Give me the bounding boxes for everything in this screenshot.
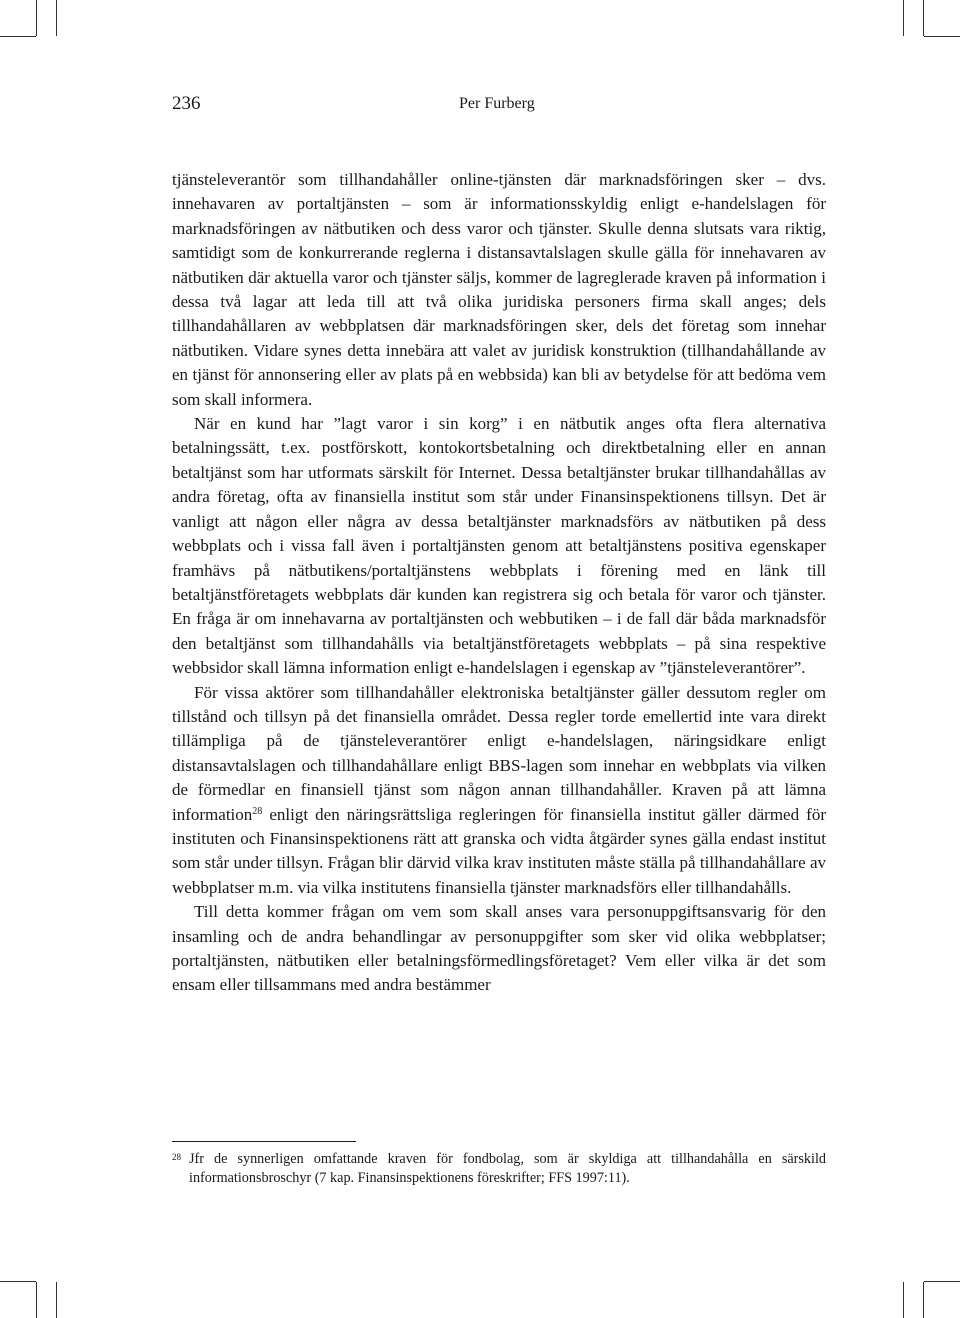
footnote-number: 28 <box>172 1152 181 1162</box>
crop-mark <box>36 1282 37 1318</box>
footnote <box>172 1150 826 1188</box>
paragraph-2: När en kund har ”lagt varor i sin korg” i en nätbutik anges ofta flera alternativa betalningssätt, t.ex. postförskott, kontokortsbetalning och direktbetalning eller en annan betaltjänst som har utformats särskilt för Internet. Dessa betaltjänster brukar tillhandahållas av andra företag, ofta av finansiella institut som står under Finansinspektionens tillsyn. Det är vanligt att någon eller några av dessa betaltjänster marknadsförs av nätbutiken på dess webbplats och i vissa fall även i portaltjänsten genom att betaltjänstens positiva egenskaper framhävs på nätbutikens/portaltjänstens webbplats i förening med en länk till betaltjänstföretagets webbplats där kunden kan registrera sig och betala för varor och tjänster. En fråga är om innehavarna av portaltjänsten och webbutiken – i de fall där båda marknadsför den betaltjänst som tillhandahålls via betaltjänstföretagets webbplats – på sina respektive webbsidor skall lämna information enligt e-handelslagen i egenskap av ”tjänsteleverantörer”. <box>172 414 826 678</box>
crop-mark <box>923 0 924 36</box>
paragraph-3 <box>172 681 826 901</box>
crop-mark <box>903 0 904 36</box>
crop-mark <box>0 36 36 37</box>
paragraph-4: Till detta kommer frågan om vem som skall anses vara personuppgiftsansvarig för den insamling och de andra behandlingar av personuppgifter som sker vid olika webbplatser; portaltjänsten, nätbutiken eller betalningsförmedlingsföretaget? Vem eller vilka är det som ensam eller tillsammans med andra bestämmer <box>172 902 826 995</box>
crop-mark <box>36 0 37 36</box>
paragraph-1: tjänsteleverantör som tillhandahåller online-tjänsten där marknadsföringen sker – dvs. innehavaren av portaltjänsten – som är informationsskyldig enligt e-handelslagen för marknadsföringen av nätbutiken och dess varor och tjänster. Skulle denna slutsats vara riktig, samtidigt som de konkurrerande reglerna i distansavtalslagen skulle gälla för innehavaren av nätbutiken där aktuella varor och tjänster säljs, kommer de lagreglerade kraven på information i dessa två lagar att leda till att två olika juridiska personers firma skall anges; dels tillhandahållaren av webbplatsen där marknadsföringen sker, dels det företag som innehar nätbutiken. Vidare synes detta innebära att valet av juridisk konstruktion (tillhandahållande av en tjänst för annonsering eller av plats på en webbsida) kan bli av betydelse för att bedöma vem som skall informera. <box>172 170 826 409</box>
body-text <box>172 168 826 998</box>
crop-mark <box>924 36 960 37</box>
page-header <box>172 93 826 121</box>
crop-mark <box>924 1281 960 1282</box>
footnote-reference[interactable]: 28 <box>252 805 263 817</box>
crop-mark <box>56 1282 57 1318</box>
crop-mark <box>903 1282 904 1318</box>
crop-mark <box>0 1281 36 1282</box>
paragraph-3-continuation: enligt den näringsrättsliga regleringen för finansiella institut gäller därmed för instituten och Finansinspektionens rätt att granska och vidta åtgärder synes gälla endast institut som står under tillsyn. Frågan blir därvid vilka krav instituten måste ställa på tillhandahållare av webbplatser m.m. via vilka institutens finansiella tjänster marknadsförs eller tillhandahålls. <box>172 804 826 897</box>
running-head: Per Furberg <box>459 95 535 112</box>
footnote-rule <box>172 1141 356 1142</box>
crop-mark <box>56 0 57 36</box>
footnote-text: Jfr de synnerligen omfattande kraven för fondbolag, som är skyldiga att tillhandahålla en särskild informationsbroschyr (7 kap. Finansinspektionens föreskrifter; FFS 1997:11). <box>189 1151 826 1186</box>
paragraph-3-text: För vissa aktörer som tillhandahåller elektroniska betaltjänster gäller dessutom regler om tillstånd och tillsyn på det finansiella området. Dessa regler torde emellertid inte vara direkt tillämpliga på de tjänsteleverantörer enligt e-handelslagen, näringsidkare enligt distansavtalslagen och tillhandahållare enligt BBS-lagen som innehar en webbplats via vilken de förmedlar en finansiell tjänst som någon annan tillhandahåller. Kraven på att lämna information <box>172 682 826 824</box>
page-number: 236 <box>172 93 201 114</box>
crop-mark <box>923 1282 924 1318</box>
